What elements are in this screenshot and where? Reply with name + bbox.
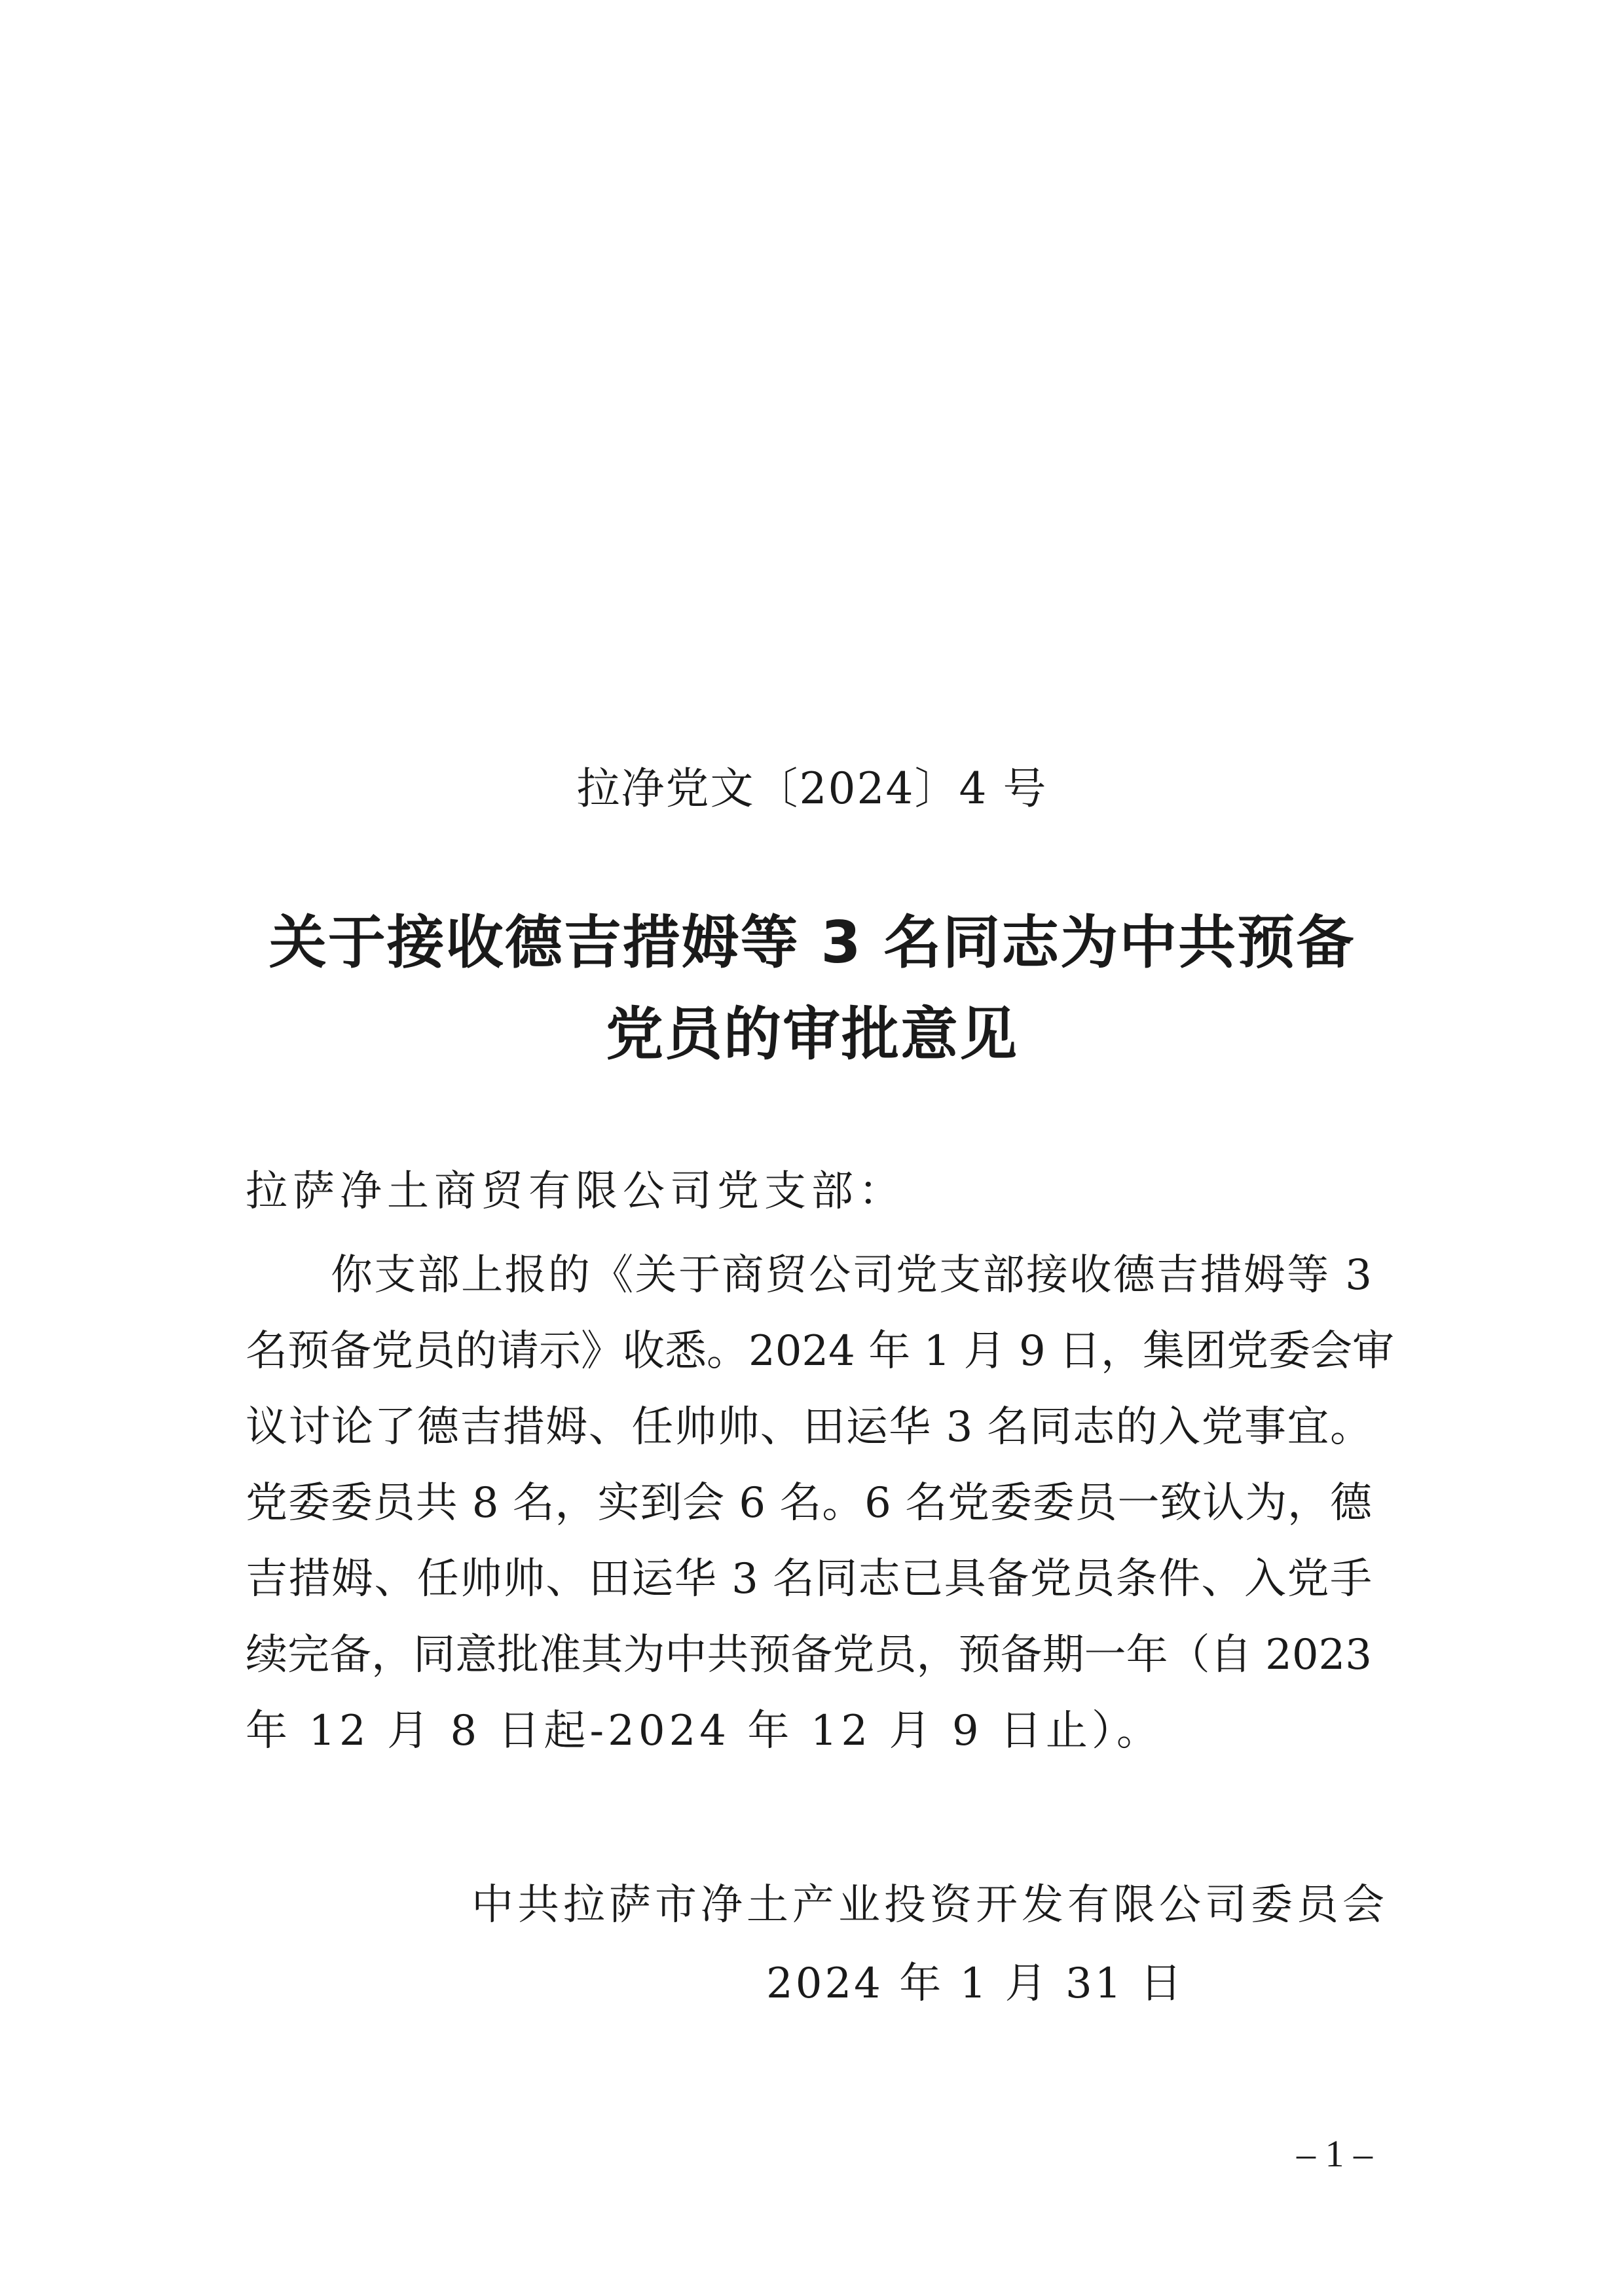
page-number: – 1 – xyxy=(1297,2132,1373,2175)
sign-date: 2024 年 1 月 31 日 xyxy=(766,1959,1185,2008)
body-line: 年 12 月 8 日起-2024 年 12 月 9 日止）。 xyxy=(246,1707,1162,1755)
body-line: 议讨论了德吉措姆、任帅帅、田运华 3 名同志的入党事宜。 xyxy=(246,1403,1372,1451)
body-line: 续完备，同意批准其为中共预备党员，预备期一年（自 2023 xyxy=(246,1631,1372,1679)
title-line-2: 党员的审批意见 xyxy=(605,1000,1018,1068)
body-line: 吉措姆、任帅帅、田运华 3 名同志已具备党员条件、入党手 xyxy=(246,1555,1372,1603)
document-title xyxy=(236,897,1388,1080)
body-line: 名预备党员的请示》收悉。2024 年 1 月 9 日，集团党委会审 xyxy=(246,1327,1395,1376)
document-number: 拉净党文〔2024〕4 号 xyxy=(576,763,1048,814)
body-line: 党委委员共 8 名，实到会 6 名。6 名党委委员一致认为，德 xyxy=(246,1479,1372,1527)
title-line-1: 关于接收德吉措姆等 3 名同志为中共预备 xyxy=(268,909,1356,976)
body-line: 你支部上报的《关于商贸公司党支部接收德吉措姆等 3 xyxy=(331,1251,1372,1300)
signatory: 中共拉萨市净土产业投资开发有限公司委员会 xyxy=(471,1881,1388,1929)
body-paragraph xyxy=(246,1237,1395,1769)
addressee: 拉萨净土商贸有限公司党支部： xyxy=(246,1167,906,1216)
